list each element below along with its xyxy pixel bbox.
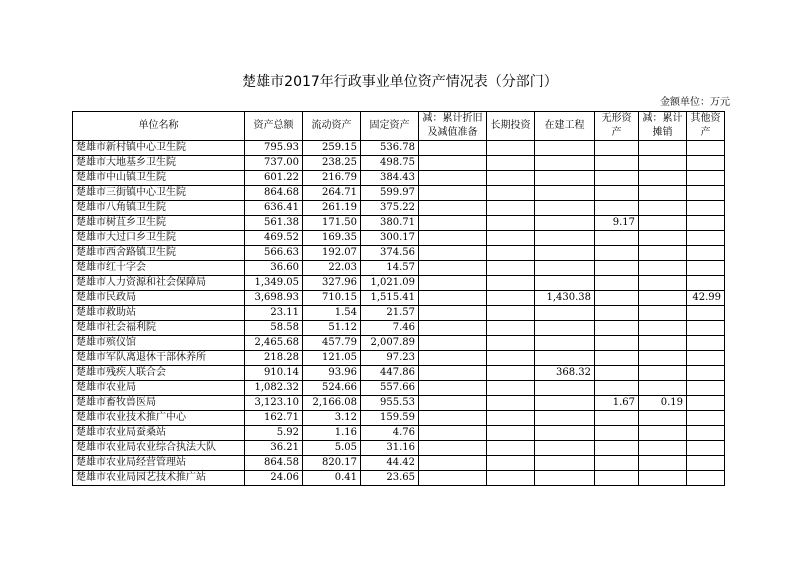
value-cell: 1.67 bbox=[595, 396, 639, 411]
value-cell bbox=[595, 156, 639, 171]
value-cell bbox=[687, 471, 725, 486]
value-cell: 0.19 bbox=[639, 396, 687, 411]
value-cell: 457.79 bbox=[303, 336, 361, 351]
unit-name-cell: 楚雄市农业局农业综合执法大队 bbox=[73, 441, 245, 456]
value-cell: 636.41 bbox=[245, 201, 303, 216]
value-cell: 0.41 bbox=[303, 471, 361, 486]
value-cell bbox=[687, 351, 725, 366]
value-cell: 3.12 bbox=[303, 411, 361, 426]
value-cell bbox=[419, 381, 487, 396]
unit-name-cell: 楚雄市新村镇中心卫生院 bbox=[73, 141, 245, 156]
value-cell bbox=[419, 231, 487, 246]
value-cell: 374.56 bbox=[361, 246, 419, 261]
table-row bbox=[73, 216, 725, 231]
unit-name-cell: 楚雄市三街镇中心卫生院 bbox=[73, 186, 245, 201]
table-row bbox=[73, 426, 725, 441]
unit-name-cell: 楚雄市八角镇卫生院 bbox=[73, 201, 245, 216]
value-cell: 5.05 bbox=[303, 441, 361, 456]
value-cell bbox=[535, 321, 595, 336]
unit-name-cell: 楚雄市中山镇卫生院 bbox=[73, 171, 245, 186]
value-cell bbox=[419, 171, 487, 186]
value-cell bbox=[687, 396, 725, 411]
value-cell: 1,430.38 bbox=[535, 291, 595, 306]
value-cell bbox=[687, 216, 725, 231]
column-header: 减：累计折旧及减值准备 bbox=[419, 112, 487, 141]
value-cell bbox=[687, 171, 725, 186]
value-cell: 4.76 bbox=[361, 426, 419, 441]
page-title: 楚雄市2017年行政事业单位资产情况表（分部门） bbox=[242, 74, 558, 90]
value-cell bbox=[487, 366, 535, 381]
value-cell: 23.11 bbox=[245, 306, 303, 321]
value-cell bbox=[687, 201, 725, 216]
value-cell: 21.57 bbox=[361, 306, 419, 321]
value-cell bbox=[595, 441, 639, 456]
header-row bbox=[73, 112, 725, 141]
value-cell bbox=[487, 276, 535, 291]
value-cell bbox=[419, 441, 487, 456]
value-cell bbox=[639, 336, 687, 351]
table-row bbox=[73, 306, 725, 321]
unit-name-cell: 楚雄市大地基乡卫生院 bbox=[73, 156, 245, 171]
unit-name-cell: 楚雄市农业局蚕桑站 bbox=[73, 426, 245, 441]
unit-name-cell: 楚雄市大过口乡卫生院 bbox=[73, 231, 245, 246]
value-cell: 42.99 bbox=[687, 291, 725, 306]
value-cell bbox=[639, 411, 687, 426]
value-cell bbox=[419, 261, 487, 276]
value-cell: 384.43 bbox=[361, 171, 419, 186]
value-cell bbox=[687, 231, 725, 246]
value-cell bbox=[595, 141, 639, 156]
value-cell bbox=[687, 366, 725, 381]
table-row bbox=[73, 171, 725, 186]
value-cell: 218.28 bbox=[245, 351, 303, 366]
value-cell bbox=[595, 231, 639, 246]
value-cell: 380.71 bbox=[361, 216, 419, 231]
value-cell bbox=[595, 336, 639, 351]
value-cell bbox=[487, 141, 535, 156]
column-header: 减：累计摊销 bbox=[639, 112, 687, 141]
value-cell bbox=[595, 471, 639, 486]
value-cell bbox=[687, 381, 725, 396]
value-cell bbox=[639, 426, 687, 441]
value-cell bbox=[595, 291, 639, 306]
value-cell bbox=[419, 396, 487, 411]
value-cell: 36.60 bbox=[245, 261, 303, 276]
value-cell bbox=[419, 186, 487, 201]
value-cell bbox=[487, 441, 535, 456]
value-cell: 1.54 bbox=[303, 306, 361, 321]
value-cell bbox=[595, 261, 639, 276]
table-row bbox=[73, 441, 725, 456]
value-cell bbox=[535, 396, 595, 411]
value-cell: 5.92 bbox=[245, 426, 303, 441]
table-row bbox=[73, 396, 725, 411]
table-row bbox=[73, 321, 725, 336]
value-cell: 22.03 bbox=[303, 261, 361, 276]
value-cell bbox=[595, 171, 639, 186]
value-cell: 7.46 bbox=[361, 321, 419, 336]
value-cell bbox=[595, 456, 639, 471]
table-row bbox=[73, 381, 725, 396]
value-cell: 1,082.32 bbox=[245, 381, 303, 396]
value-cell: 31.16 bbox=[361, 441, 419, 456]
unit-name-cell: 楚雄市红十字会 bbox=[73, 261, 245, 276]
table-row bbox=[73, 246, 725, 261]
column-header: 资产总额 bbox=[245, 112, 303, 141]
value-cell bbox=[487, 351, 535, 366]
value-cell: 171.50 bbox=[303, 216, 361, 231]
value-cell bbox=[639, 171, 687, 186]
value-cell bbox=[419, 471, 487, 486]
value-cell: 159.59 bbox=[361, 411, 419, 426]
value-cell bbox=[535, 246, 595, 261]
value-cell bbox=[535, 411, 595, 426]
value-cell bbox=[639, 201, 687, 216]
value-cell: 58.58 bbox=[245, 321, 303, 336]
table-row bbox=[73, 471, 725, 486]
value-cell: 24.06 bbox=[245, 471, 303, 486]
value-cell bbox=[639, 141, 687, 156]
value-cell bbox=[687, 426, 725, 441]
value-cell bbox=[419, 456, 487, 471]
value-cell: 1,021.09 bbox=[361, 276, 419, 291]
value-cell: 536.78 bbox=[361, 141, 419, 156]
value-cell: 524.66 bbox=[303, 381, 361, 396]
value-cell bbox=[487, 231, 535, 246]
value-cell bbox=[639, 261, 687, 276]
value-cell bbox=[535, 216, 595, 231]
unit-name-cell: 楚雄市军队离退休干部休养所 bbox=[73, 351, 245, 366]
value-cell bbox=[687, 306, 725, 321]
value-cell bbox=[687, 336, 725, 351]
value-cell: 264.71 bbox=[303, 186, 361, 201]
table-row bbox=[73, 351, 725, 366]
value-cell bbox=[535, 186, 595, 201]
value-cell bbox=[535, 141, 595, 156]
table-row bbox=[73, 291, 725, 306]
unit-name-cell: 楚雄市农业技术推广中心 bbox=[73, 411, 245, 426]
value-cell bbox=[419, 201, 487, 216]
table-row bbox=[73, 456, 725, 471]
value-cell bbox=[595, 426, 639, 441]
value-cell: 162.71 bbox=[245, 411, 303, 426]
value-cell bbox=[487, 426, 535, 441]
value-cell bbox=[487, 261, 535, 276]
value-cell: 238.25 bbox=[303, 156, 361, 171]
value-cell: 864.68 bbox=[245, 186, 303, 201]
unit-name-cell: 楚雄市残疾人联合会 bbox=[73, 366, 245, 381]
table-row bbox=[73, 276, 725, 291]
value-cell bbox=[419, 351, 487, 366]
value-cell bbox=[639, 366, 687, 381]
column-header: 长期投资 bbox=[487, 112, 535, 141]
value-cell bbox=[595, 306, 639, 321]
value-cell bbox=[687, 246, 725, 261]
value-cell bbox=[687, 156, 725, 171]
value-cell bbox=[487, 186, 535, 201]
value-cell bbox=[535, 471, 595, 486]
unit-name-cell: 楚雄市人力资源和社会保障局 bbox=[73, 276, 245, 291]
unit-name-cell: 楚雄市农业局园艺技术推广站 bbox=[73, 471, 245, 486]
value-cell: 51.12 bbox=[303, 321, 361, 336]
value-cell bbox=[687, 261, 725, 276]
value-cell: 368.32 bbox=[535, 366, 595, 381]
value-cell bbox=[595, 201, 639, 216]
value-cell: 9.17 bbox=[595, 216, 639, 231]
value-cell: 1.16 bbox=[303, 426, 361, 441]
value-cell bbox=[639, 246, 687, 261]
value-cell bbox=[487, 456, 535, 471]
value-cell bbox=[419, 291, 487, 306]
table-row bbox=[73, 156, 725, 171]
table-row bbox=[73, 366, 725, 381]
value-cell: 1,515.41 bbox=[361, 291, 419, 306]
column-header: 固定资产 bbox=[361, 112, 419, 141]
value-cell bbox=[535, 171, 595, 186]
value-cell bbox=[595, 381, 639, 396]
column-header: 在建工程 bbox=[535, 112, 595, 141]
unit-name-cell: 楚雄市西舍路镇卫生院 bbox=[73, 246, 245, 261]
value-cell: 557.66 bbox=[361, 381, 419, 396]
value-cell bbox=[639, 471, 687, 486]
value-cell bbox=[687, 411, 725, 426]
value-cell: 44.42 bbox=[361, 456, 419, 471]
value-cell bbox=[487, 321, 535, 336]
value-cell bbox=[535, 456, 595, 471]
value-cell: 955.53 bbox=[361, 396, 419, 411]
value-cell bbox=[639, 321, 687, 336]
column-header: 流动资产 bbox=[303, 112, 361, 141]
value-cell bbox=[639, 381, 687, 396]
unit-name-cell: 楚雄市树苴乡卫生院 bbox=[73, 216, 245, 231]
value-cell bbox=[639, 276, 687, 291]
value-cell: 121.05 bbox=[303, 351, 361, 366]
value-cell bbox=[595, 321, 639, 336]
value-cell bbox=[487, 471, 535, 486]
value-cell: 2,465.68 bbox=[245, 336, 303, 351]
value-cell bbox=[419, 306, 487, 321]
value-cell bbox=[639, 306, 687, 321]
table-row bbox=[73, 336, 725, 351]
value-cell: 375.22 bbox=[361, 201, 419, 216]
unit-name-cell: 楚雄市民政局 bbox=[73, 291, 245, 306]
table-row bbox=[73, 231, 725, 246]
value-cell bbox=[487, 291, 535, 306]
value-cell: 97.23 bbox=[361, 351, 419, 366]
value-cell bbox=[487, 171, 535, 186]
value-cell bbox=[639, 441, 687, 456]
table-row bbox=[73, 261, 725, 276]
column-header: 其他资产 bbox=[687, 112, 725, 141]
value-cell bbox=[487, 306, 535, 321]
value-cell: 2,007.89 bbox=[361, 336, 419, 351]
value-cell bbox=[687, 456, 725, 471]
value-cell: 261.19 bbox=[303, 201, 361, 216]
value-cell bbox=[535, 156, 595, 171]
value-cell: 447.86 bbox=[361, 366, 419, 381]
value-cell: 820.17 bbox=[303, 456, 361, 471]
value-cell bbox=[535, 441, 595, 456]
unit-name-cell: 楚雄市农业局经营管理站 bbox=[73, 456, 245, 471]
value-cell bbox=[419, 156, 487, 171]
value-cell bbox=[419, 321, 487, 336]
value-cell bbox=[535, 276, 595, 291]
value-cell bbox=[419, 426, 487, 441]
unit-name-cell: 楚雄市殡仪馆 bbox=[73, 336, 245, 351]
value-cell: 469.52 bbox=[245, 231, 303, 246]
column-header: 无形资产 bbox=[595, 112, 639, 141]
table-row bbox=[73, 411, 725, 426]
value-cell bbox=[487, 411, 535, 426]
value-cell bbox=[687, 441, 725, 456]
value-cell: 327.96 bbox=[303, 276, 361, 291]
value-cell bbox=[535, 231, 595, 246]
value-cell bbox=[487, 246, 535, 261]
value-cell bbox=[535, 351, 595, 366]
value-cell bbox=[595, 411, 639, 426]
value-cell: 910.14 bbox=[245, 366, 303, 381]
value-cell bbox=[535, 261, 595, 276]
value-cell bbox=[535, 201, 595, 216]
value-cell: 599.97 bbox=[361, 186, 419, 201]
value-cell bbox=[595, 186, 639, 201]
value-cell: 169.35 bbox=[303, 231, 361, 246]
unit-name-cell: 楚雄市社会福利院 bbox=[73, 321, 245, 336]
value-cell bbox=[419, 336, 487, 351]
unit-name-cell: 楚雄市农业局 bbox=[73, 381, 245, 396]
column-header: 单位名称 bbox=[73, 112, 245, 141]
value-cell: 864.58 bbox=[245, 456, 303, 471]
value-cell bbox=[487, 216, 535, 231]
value-cell bbox=[487, 396, 535, 411]
value-cell bbox=[487, 156, 535, 171]
table-body bbox=[73, 141, 725, 486]
value-cell: 2,166.08 bbox=[303, 396, 361, 411]
value-cell bbox=[639, 156, 687, 171]
value-cell: 216.79 bbox=[303, 171, 361, 186]
value-cell: 498.75 bbox=[361, 156, 419, 171]
asset-table bbox=[72, 111, 725, 486]
value-cell bbox=[419, 216, 487, 231]
value-cell: 566.63 bbox=[245, 246, 303, 261]
value-cell: 601.22 bbox=[245, 171, 303, 186]
value-cell bbox=[419, 246, 487, 261]
value-cell bbox=[639, 216, 687, 231]
value-cell bbox=[487, 336, 535, 351]
value-cell: 23.65 bbox=[361, 471, 419, 486]
table-row bbox=[73, 201, 725, 216]
value-cell: 93.96 bbox=[303, 366, 361, 381]
value-cell bbox=[595, 366, 639, 381]
value-cell: 561.38 bbox=[245, 216, 303, 231]
value-cell bbox=[535, 381, 595, 396]
value-cell bbox=[687, 186, 725, 201]
value-cell bbox=[639, 186, 687, 201]
value-cell bbox=[419, 366, 487, 381]
value-cell bbox=[639, 351, 687, 366]
value-cell bbox=[535, 426, 595, 441]
value-cell bbox=[487, 381, 535, 396]
value-cell: 1,349.05 bbox=[245, 276, 303, 291]
value-cell bbox=[687, 141, 725, 156]
value-cell bbox=[687, 321, 725, 336]
value-cell bbox=[595, 351, 639, 366]
value-cell: 259.15 bbox=[303, 141, 361, 156]
value-cell: 36.21 bbox=[245, 441, 303, 456]
value-cell bbox=[487, 201, 535, 216]
value-cell bbox=[595, 276, 639, 291]
value-cell bbox=[419, 141, 487, 156]
unit-label: 金额单位：万元 bbox=[660, 97, 730, 108]
value-cell: 737.00 bbox=[245, 156, 303, 171]
table-row bbox=[73, 141, 725, 156]
value-cell: 3,698.93 bbox=[245, 291, 303, 306]
value-cell: 192.07 bbox=[303, 246, 361, 261]
value-cell: 710.15 bbox=[303, 291, 361, 306]
unit-name-cell: 楚雄市救助站 bbox=[73, 306, 245, 321]
value-cell bbox=[639, 456, 687, 471]
value-cell bbox=[419, 276, 487, 291]
value-cell bbox=[687, 276, 725, 291]
unit-name-cell: 楚雄市畜牧兽医局 bbox=[73, 396, 245, 411]
value-cell bbox=[639, 231, 687, 246]
value-cell bbox=[639, 291, 687, 306]
value-cell bbox=[535, 306, 595, 321]
value-cell: 3,123.10 bbox=[245, 396, 303, 411]
value-cell bbox=[535, 336, 595, 351]
value-cell bbox=[595, 246, 639, 261]
table-row bbox=[73, 186, 725, 201]
value-cell: 795.93 bbox=[245, 141, 303, 156]
value-cell: 14.57 bbox=[361, 261, 419, 276]
value-cell bbox=[419, 411, 487, 426]
value-cell: 300.17 bbox=[361, 231, 419, 246]
